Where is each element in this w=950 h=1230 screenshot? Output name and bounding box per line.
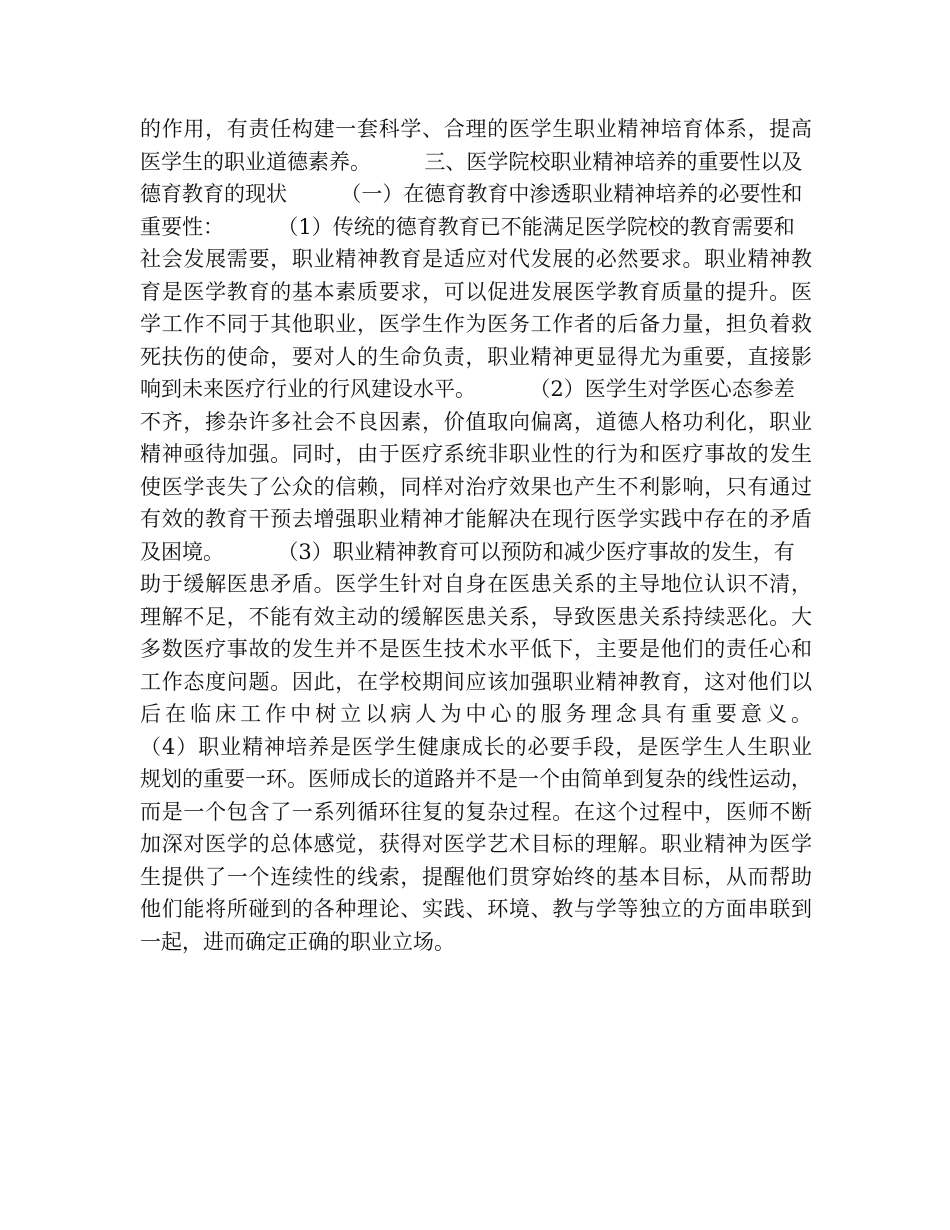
text-line: 医学生的职业道德素养。 三、医学院校职业精神培养的重要性以及 <box>140 149 803 174</box>
text-line: 及困境。 （3）职业精神教育可以预防和减少医疗事故的发生，有 <box>140 539 795 564</box>
text-line: 有效的教育干预去增强职业精神才能解决在现行医学实践中存在的矛盾 <box>140 507 812 531</box>
text-line: 后在临床工作中树立以病人为中心的服务理念具有重要意义。 <box>140 702 812 726</box>
text-line: 加深对医学的总体感觉，获得对医学艺术目标的理解。职业精神为医学 <box>140 832 812 856</box>
text-line: 理解不足，不能有效主动的缓解医患关系，导致医患关系持续恶化。大 <box>140 604 812 629</box>
text-line: 育是医学教育的基本素质要求，可以促进发展医学教育质量的提升。医 <box>140 279 812 304</box>
text-line: 响到未来医疗行业的行风建设水平。 （2）医学生对学医心态参差 <box>140 377 795 401</box>
text-line: 生提供了一个连续性的线索，提醒他们贯穿始终的基本目标，从而帮助 <box>140 864 812 889</box>
text-line: 使医学丧失了公众的信赖，同样对治疗效果也产生不利影响，只有通过 <box>140 474 812 499</box>
text-line: 助于缓解医患矛盾。医学生针对自身在医患关系的主导地位认识不清， <box>140 572 812 596</box>
text-line: 不齐，掺杂许多社会不良因素，价值取向偏离，道德人格功利化，职业 <box>140 409 812 434</box>
text-line: 一起，进而确定正确的职业立场。 <box>140 929 455 954</box>
text-line: 工作态度问题。因此，在学校期间应该加强职业精神教育，这对他们以 <box>140 669 812 694</box>
text-line: 社会发展需要，职业精神教育是适应对代发展的必然要求。职业精神教 <box>140 247 812 271</box>
body-text <box>140 113 812 958</box>
text-line: 的作用，有责任构建一套科学、合理的医学生职业精神培育体系，提高 <box>140 117 812 141</box>
text-line: 重要性： （1）传统的德育教育已不能满足医学院校的教育需要和 <box>140 214 795 239</box>
text-line: 学工作不同于其他职业，医学生作为医务工作者的后备力量，担负着救 <box>140 312 812 336</box>
text-line: 多数医疗事故的发生并不是医生技术水平低下，主要是他们的责任心和 <box>140 637 812 661</box>
text-line: 规划的重要一环。医师成长的道路并不是一个由简单到复杂的线性运动， <box>140 767 812 791</box>
text-line: 他们能将所碰到的各种理论、实践、环境、教与学等独立的方面串联到 <box>140 897 812 921</box>
text-line: （4）职业精神培养是医学生健康成长的必要手段，是医学生人生职业 <box>140 734 812 759</box>
text-line: 而是一个包含了一系列循环往复的复杂过程。在这个过程中，医师不断 <box>140 799 812 824</box>
text-line: 德育教育的现状 （一）在德育教育中渗透职业精神培养的必要性和 <box>140 182 803 206</box>
text-line: 精神亟待加强。同时，由于医疗系统非职业性的行为和医疗事故的发生 <box>140 442 812 466</box>
text-line: 死扶伤的使命，要对人的生命负责，职业精神更显得尤为重要，直接影 <box>140 344 812 369</box>
